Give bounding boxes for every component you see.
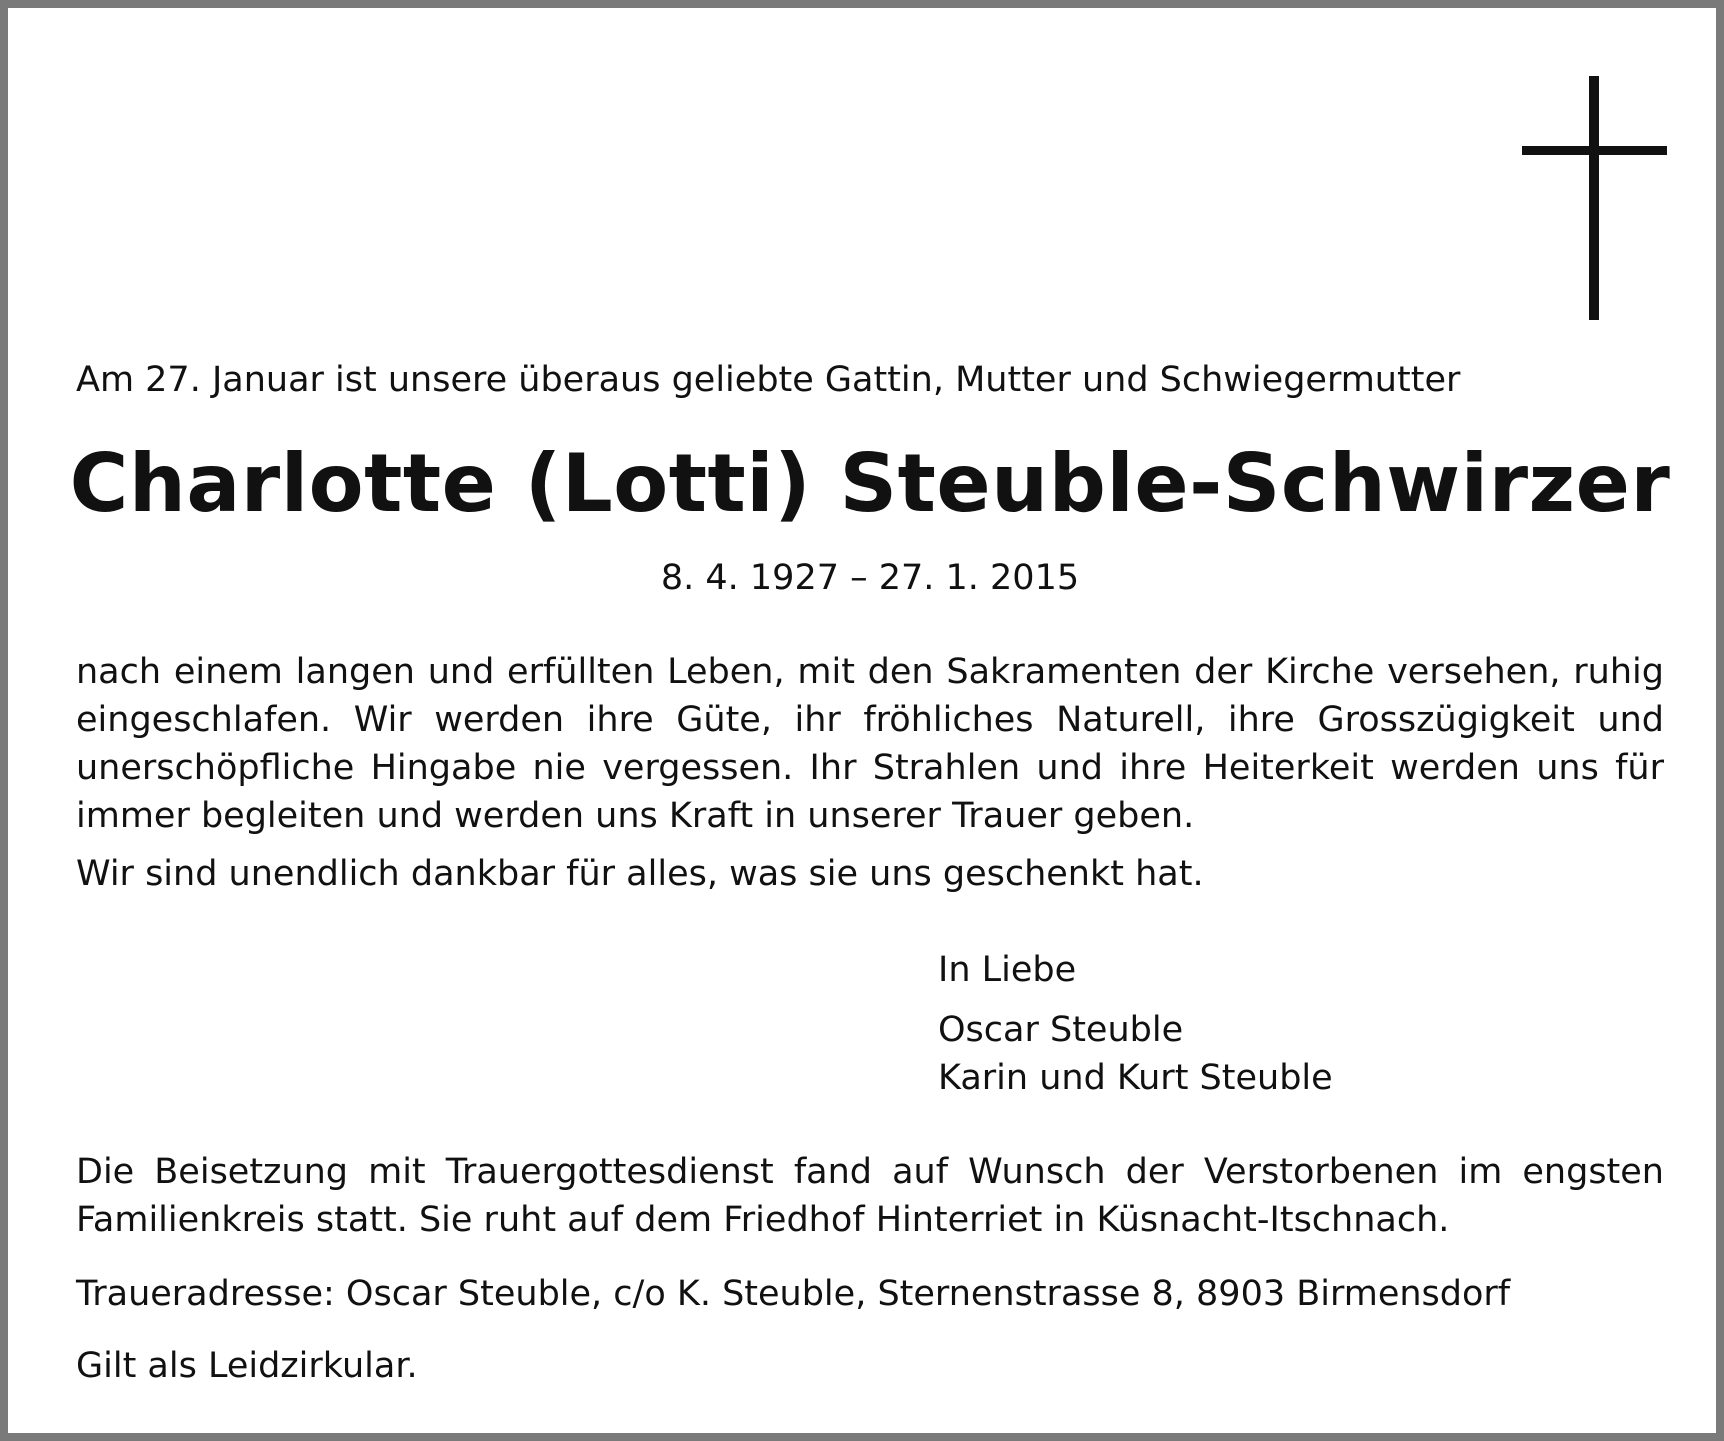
burial-paragraph: Die Beisetzung mit Trauergottesdienst fand auf Wunsch der Verstorbenen im engsten Familienkreis statt. Sie ruht auf dem Friedhof Hinterriet in Küsnacht-Itschnach.	[76, 1152, 1664, 1240]
signature-closing: In Liebe	[938, 950, 1077, 990]
signature-name: Oscar Steuble	[938, 1010, 1184, 1050]
deceased-name: Charlotte (Lotti) Steuble-Schwirzer	[69, 437, 1671, 530]
cross-icon	[1522, 76, 1667, 320]
life-dates: 8. 4. 1927 – 27. 1. 2015	[660, 558, 1080, 598]
intro-line: Am 27. Januar ist unsere überaus geliebte Gattin, Mutter und Schwiegermutter	[76, 360, 1461, 400]
body-paragraph: nach einem langen und erfüllten Leben, mit den Sakramenten der Kirche versehen, ruhig eingeschlafen. Wir werden ihre Güte, ihr fröhliches Naturell, ihre Grosszügigkeit und unerschöpfliche Hingabe nie vergessen. Ihr Strahlen und ihre Heiterkeit werden uns für immer begleiten und werden uns Kraft in unserer Trauer geben.	[76, 652, 1664, 836]
circular-note: Gilt als Leidzirkular.	[76, 1346, 418, 1386]
gratitude-line: Wir sind unendlich dankbar für alles, was sie uns geschenkt hat.	[76, 854, 1204, 894]
signature-name: Karin und Kurt Steuble	[938, 1058, 1333, 1098]
mourning-address: Traueradresse: Oscar Steuble, c/o K. Steuble, Sternenstrasse 8, 8903 Birmensdorf	[76, 1274, 1511, 1314]
signature-block	[938, 946, 1333, 1102]
